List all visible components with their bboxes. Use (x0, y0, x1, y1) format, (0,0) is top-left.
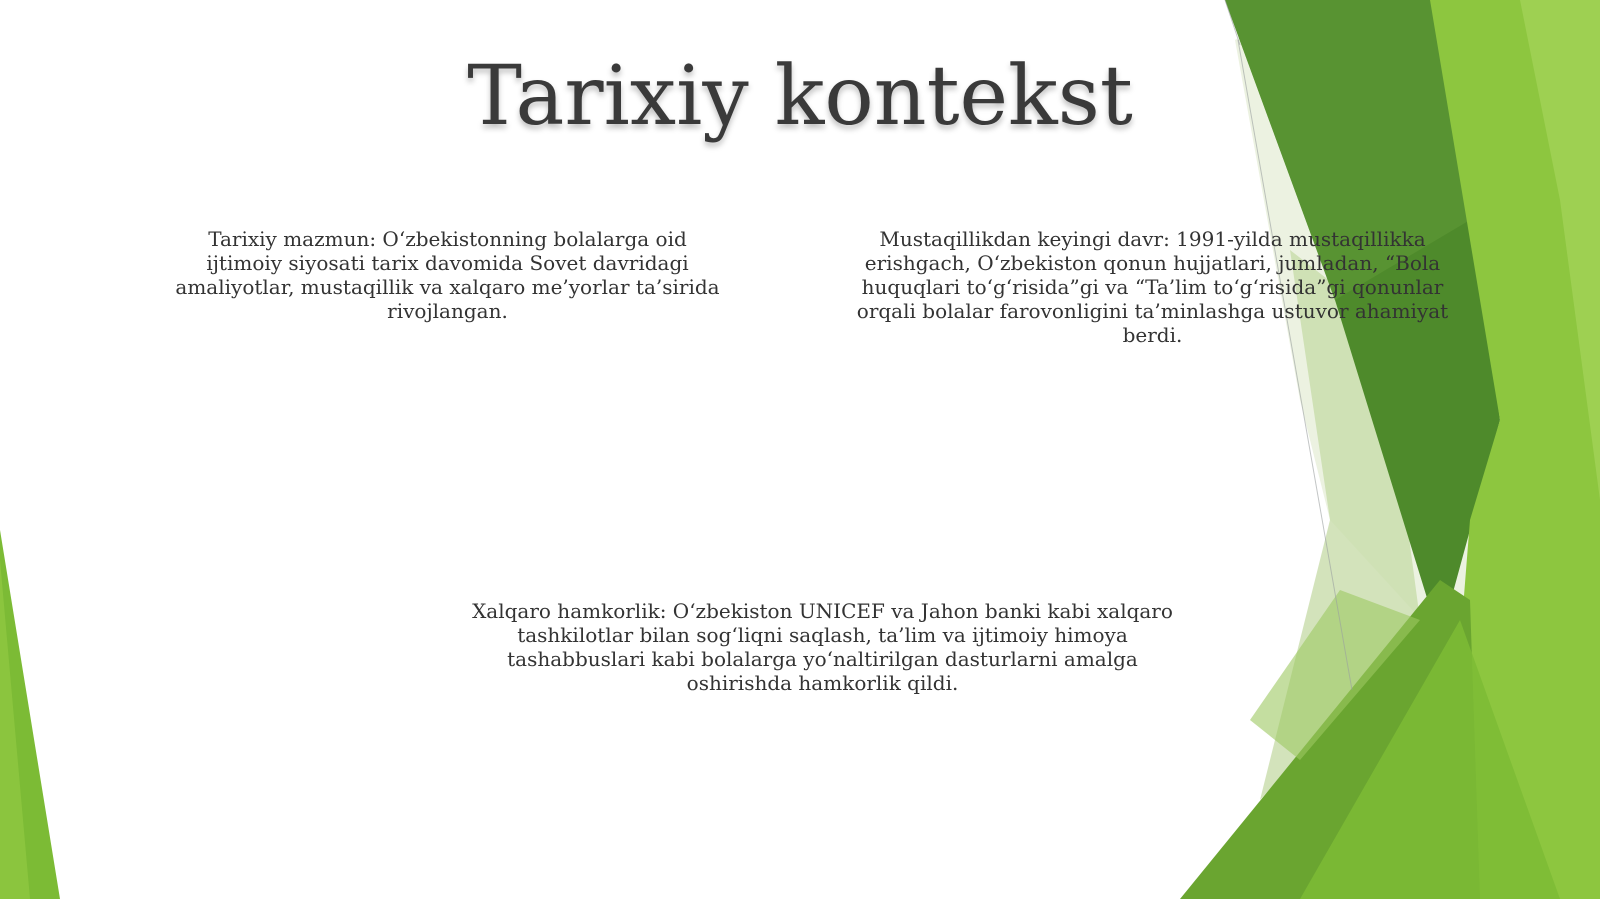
slide-title: Tarixiy kontekst (467, 49, 1133, 144)
paragraph-international-cooperation: Xalqaro hamkorlik: O‘zbekiston UNICEF va Jahon banki kabi xalqaro tashkilotlar bilan sog‘liqni saqlash, ta’lim va ijtimoiy himoya tashabbuslari kabi bolalarga yo‘naltirilgan dasturlarni amalga oshirishda hamkorlik qildi. (472, 599, 1173, 695)
paragraph-historical-content: Tarixiy mazmun: O‘zbekistonning bolalarga oid ijtimoiy siyosati tarix davomida Sovet davridagi amaliyotlar, mustaqillik va xalqaro me’yorlar ta’sirida rivojlangan. (175, 227, 720, 323)
paragraph-post-independence: Mustaqillikdan keyingi davr: 1991-yilda mustaqillikka erishgach, O‘zbekiston qonun hujjatlari, jumladan, “Bola huquqlari to‘g‘risida”gi va “Ta’lim to‘g‘risida”gi qonunlar orqali bolalar farovonligini ta’minlashga ustuvor ahamiyat berdi. (856, 227, 1449, 347)
